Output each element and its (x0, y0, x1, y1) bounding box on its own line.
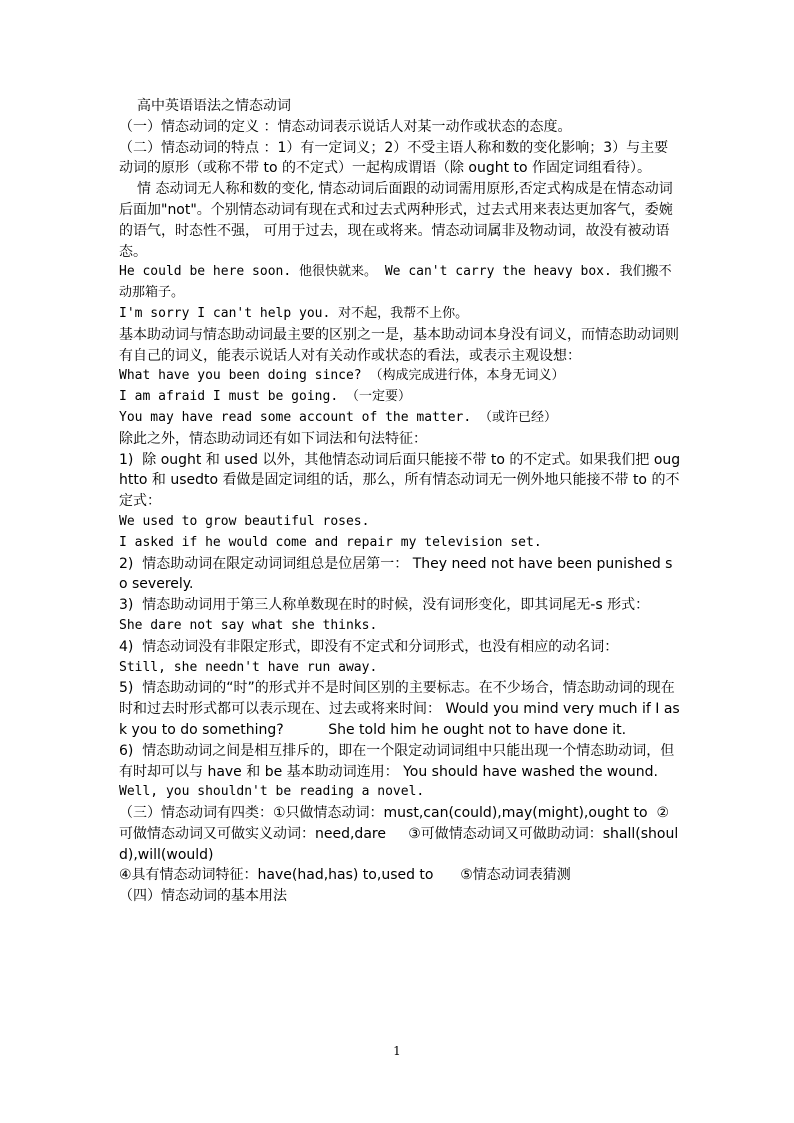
example-line: Well, you shouldn't be reading a novel. (119, 784, 425, 800)
example-line: We used to grow beautiful roses. (119, 513, 370, 529)
example-line: She dare not say what she thinks. (119, 617, 378, 633)
feature-item-2: 2) 情态助动词在限定动词词组总是位居第一： They need not have been punished so severely. (119, 555, 673, 593)
section-categories: （三）情态动词有四类：①只做情态动词：must,can(could),may(might),ought to ②可做情态动词又可做实义动词：need,dare ③可做情态动词又可做助动词：shall(should),will(would) (119, 805, 679, 863)
paragraph-features-intro: 除此之外，情态助动词还有如下词法和句法特征： (119, 430, 427, 447)
paragraph-difference: 基本助动词与情态助动词最主要的区别之一是，基本助动词本身没有词义，而情态助动词则有自己的词义，能表示说话人对有关动作或状态的看法，或表示主观设想： (119, 326, 679, 364)
feature-item-1: 1) 除 ought 和 used 以外，其他情态动词后面只能接不带 to 的不定式。如果我们把 oughtto 和 usedto 看做是固定词组的话，那么，所有情态动词无一例外地只能接不带 to 的不定式： (119, 451, 681, 510)
section-features: （二）情态动词的特点 ：1）有一定词义；2）不受主语人称和数的变化影响；3）与主要动词的原形（或称不带 to 的不定式）一起构成谓语（除 ought to 作固定词组看待）。 (119, 139, 669, 177)
feature-item-5: 5) 情态助动词的“时”的形式并不是时间区别的主要标志。在不少场合，情态助动词的现在时和过去时形式都可以表示现在、过去或将来时间： Would you mind very much if I ask you to do something? She told him he ought not to have done it. (119, 680, 680, 738)
example-line: He could be here soon. 他很快就来。 We can't carry the heavy box. 我们搬不动那箱子。 (119, 264, 672, 301)
feature-item-6: 6) 情态助动词之间是相互排斥的，即在一个限定动词词组中只能出现一个情态助动词，但有时却可以与 have 和 be 基本助动词连用： You should have washed the wound. (119, 742, 675, 780)
document-body (119, 96, 681, 907)
feature-item-4: 4) 情态动词没有非限定形式，即没有不定式和分词形式，也没有相应的动名词： (119, 638, 619, 655)
example-line: I am afraid I must be going. （一定要） (119, 389, 411, 405)
example-line: Still, she needn't have run away. (119, 659, 378, 675)
example-line: I asked if he would come and repair my television set. (119, 534, 542, 550)
example-line: What have you been doing since? （构成完成进行体，本身无词义） (119, 368, 565, 384)
paragraph-no-person-number: 情 态动词无人称和数的变化, 情态动词后面跟的动词需用原形,否定式构成是在情态动词后面加"not"。个别情态动词有现在式和过去式两种形式，过去式用来表达更加客气，委婉的语气，时态性不强， 可用于过去，现在或将来。情态动词属非及物动词，故没有被动语态。 (119, 181, 673, 260)
section-categories-cont: ④具有情态动词特征：have(had,has) to,used to ⑤情态动词表猜测 (119, 867, 571, 884)
document-title: 高中英语语法之情态动词 (137, 98, 291, 114)
page-number: 1 (393, 1044, 401, 1058)
feature-item-3: 3) 情态助动词用于第三人称单数现在时的时候，没有词形变化，即其词尾无-s 形式： (119, 597, 650, 614)
example-line: I'm sorry I can't help you. 对不起，我帮不上你。 (119, 305, 469, 321)
section-definition: （一）情态动词的定义 ：情态动词表示说话人对某一动作或状态的态度。 (119, 118, 572, 135)
example-line: You may have read some account of the matter. （或许已经） (119, 409, 558, 425)
section-basic-usage: （四）情态动词的基本用法 (119, 888, 287, 905)
